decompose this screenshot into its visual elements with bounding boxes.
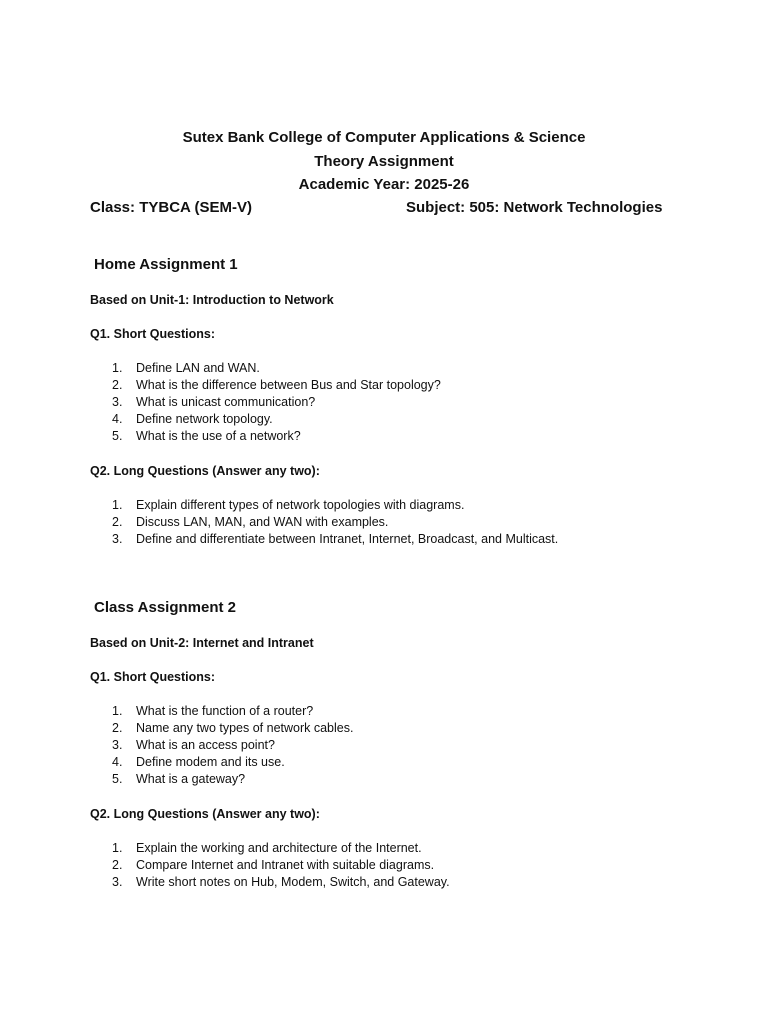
list-item (112, 754, 285, 770)
assignment-2-q2-title: Q2. Long Questions (Answer any two): (90, 807, 320, 821)
question-text: Name any two types of network cables. (136, 721, 354, 735)
question-text: Define modem and its use. (136, 755, 285, 769)
assignment-1-title: Home Assignment 1 (94, 256, 238, 273)
question-text: Compare Internet and Intranet with suitable diagrams. (136, 858, 435, 872)
question-text: Discuss LAN, MAN, and WAN with examples. (136, 515, 389, 529)
list-number: 2. (112, 515, 123, 529)
question-text: What is a gateway? (136, 772, 246, 786)
assignment-2-unit: Based on Unit-2: Internet and Intranet (90, 636, 314, 650)
list-number: 1. (112, 841, 123, 855)
list-item (112, 874, 450, 890)
subject-label: Subject: 505: Network Technologies (406, 199, 663, 216)
question-text: What is an access point? (136, 738, 275, 752)
question-text: What is the function of a router? (136, 704, 314, 718)
assignment-2-title: Class Assignment 2 (94, 599, 236, 616)
list-item (112, 394, 315, 410)
list-number: 1. (112, 498, 123, 512)
list-number: 2. (112, 721, 123, 735)
assignment-1-q1-title: Q1. Short Questions: (90, 327, 216, 341)
list-item (112, 531, 558, 547)
college-name: Sutex Bank College of Computer Applications & Science (182, 129, 586, 146)
assignment-1-q2-title: Q2. Long Questions (Answer any two): (90, 464, 320, 478)
question-text: Define LAN and WAN. (136, 361, 260, 375)
list-item (112, 411, 273, 427)
list-item (112, 771, 245, 787)
question-text: Write short notes on Hub, Modem, Switch, and Gateway. (136, 875, 450, 889)
list-item (112, 737, 275, 753)
class-label: Class: TYBCA (SEM-V) (90, 199, 252, 216)
list-item (112, 840, 422, 856)
document-type: Theory Assignment (314, 153, 454, 170)
list-number: 3. (112, 875, 123, 889)
question-text: Explain different types of network topologies with diagrams. (136, 498, 465, 512)
academic-year: Academic Year: 2025-26 (298, 176, 470, 193)
list-number: 2. (112, 378, 123, 392)
list-number: 1. (112, 361, 123, 375)
list-item (112, 497, 464, 513)
question-text: What is unicast communication? (136, 395, 316, 409)
list-number: 3. (112, 532, 123, 546)
assignment-1-unit: Based on Unit-1: Introduction to Network (90, 293, 334, 307)
list-item (112, 703, 313, 719)
list-item (112, 857, 434, 873)
list-number: 3. (112, 395, 123, 409)
question-text: What is the use of a network? (136, 429, 301, 443)
question-text: Explain the working and architecture of the Internet. (136, 841, 422, 855)
list-number: 4. (112, 755, 123, 769)
list-item (112, 720, 353, 736)
list-item (112, 360, 260, 376)
list-item (112, 514, 388, 530)
list-number: 1. (112, 704, 123, 718)
list-item (112, 428, 301, 444)
list-item (112, 377, 441, 393)
list-number: 3. (112, 738, 123, 752)
question-text: Define network topology. (136, 412, 273, 426)
question-text: Define and differentiate between Intranet, Internet, Broadcast, and Multicast. (136, 532, 559, 546)
list-number: 5. (112, 772, 123, 786)
list-number: 5. (112, 429, 123, 443)
list-number: 4. (112, 412, 123, 426)
question-text: What is the difference between Bus and Star topology? (136, 378, 441, 392)
assignment-2-q1-title: Q1. Short Questions: (90, 670, 216, 684)
list-number: 2. (112, 858, 123, 872)
